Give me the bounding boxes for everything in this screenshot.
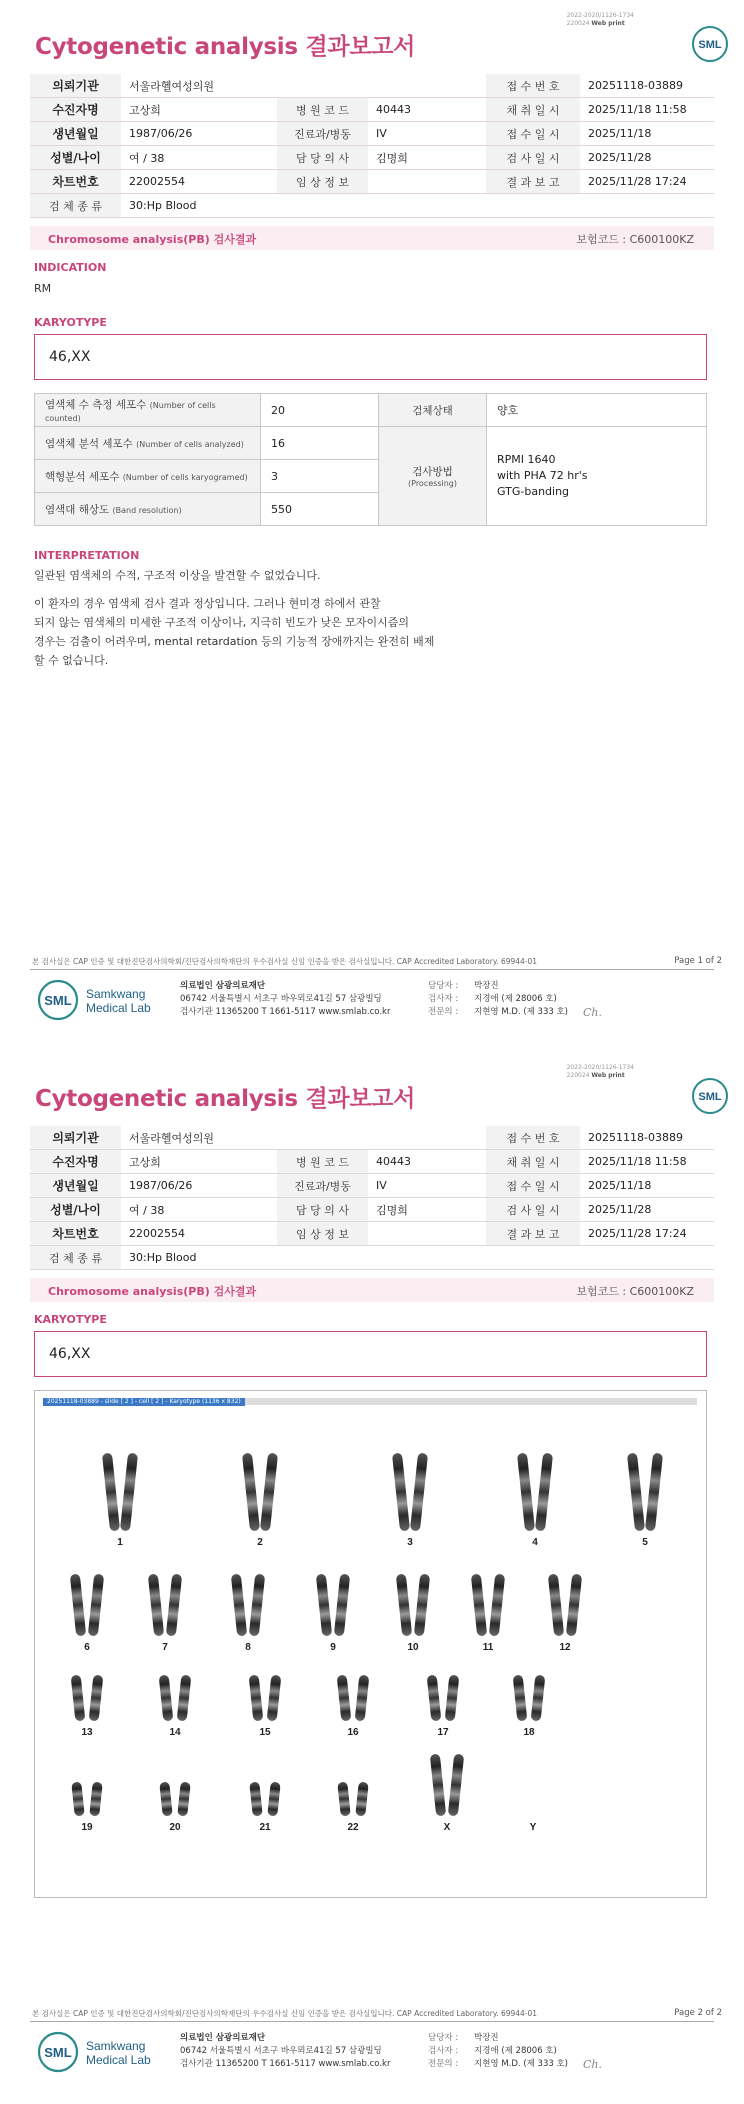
chromosome-pair-12 bbox=[548, 1574, 582, 1653]
chromosome-18-b bbox=[531, 1675, 546, 1722]
chromosome-3-a bbox=[392, 1453, 410, 1532]
lab-staff: 담당자 : 박장진 검사자 : 지경애 (제 28006 호) 전문의 : 지현영 M.D. (제 333 호) bbox=[428, 981, 569, 1017]
sml-logo-icon bbox=[691, 25, 729, 63]
accreditation-note: 본 검사실은 CAP 인증 및 대한진단검사의학회/진단검사의학재단의 우수검사실 신임 인증을 받은 검사실입니다. CAP Accredited Laboratory. 69944-01 bbox=[32, 957, 538, 966]
chromosome-6-a bbox=[70, 1574, 86, 1637]
chromosome-9-b bbox=[334, 1574, 350, 1637]
chromosome-pair-16 bbox=[337, 1675, 370, 1738]
chromosome-label-22: 22 bbox=[347, 1822, 359, 1833]
chromosome-9-a bbox=[316, 1574, 332, 1637]
chromosome-18-a bbox=[513, 1675, 528, 1722]
print-stamp: 2022-2020/1126-1734 220024 Web print bbox=[566, 1064, 634, 1079]
chromosome-label-15: 15 bbox=[259, 1727, 271, 1738]
chromosome-pair-20 bbox=[159, 1782, 190, 1833]
result-section-header: Chromosome analysis(PB) 검사결과 보험코드 : C600100KZ bbox=[30, 226, 714, 250]
chromosome-label-2: 2 bbox=[257, 1537, 263, 1548]
chromosome-20-a bbox=[159, 1782, 172, 1817]
lab-address: 의료법인 삼광의료재단 06742 서울특별시 서초구 바우뫼로41길 57 삼광빌딩 검사기관 11365200 T 1661-5117 www.smlab.co.kr bbox=[180, 2033, 391, 2069]
chromosome-8-a bbox=[231, 1574, 247, 1637]
chromosome-11-b bbox=[489, 1574, 505, 1637]
svg-text:SML: SML bbox=[44, 993, 72, 1008]
chromosome-19-a bbox=[71, 1782, 84, 1817]
karyogram-caption: 20251118-03889 - slide [ 2 ] - cell [ 2 ] - Karyotype (1136 x 832) bbox=[43, 1398, 245, 1406]
chromosome-label-20: 20 bbox=[169, 1822, 181, 1833]
chromosome-12-a bbox=[548, 1574, 564, 1637]
indication-value: RM bbox=[34, 282, 52, 295]
chromosome-pair-21 bbox=[249, 1782, 280, 1833]
chromosome-label-14: 14 bbox=[169, 1727, 181, 1738]
indication-heading: INDICATION bbox=[34, 261, 107, 274]
chromosome-label-Y: Y bbox=[529, 1822, 537, 1833]
chromosome-2-a bbox=[242, 1453, 260, 1532]
report-title: Cytogenetic analysis 결과보고서 bbox=[35, 1086, 416, 1112]
lab-address: 의료법인 삼광의료재단 06742 서울특별시 서초구 바우뫼로41길 57 삼광빌딩 검사기관 11365200 T 1661-5117 www.smlab.co.kr bbox=[180, 981, 391, 1017]
chromosome-pair-19 bbox=[71, 1782, 102, 1833]
chromosome-pair-10 bbox=[396, 1574, 430, 1653]
chromosome-12-b bbox=[566, 1574, 582, 1637]
chromosome-16-b bbox=[355, 1675, 370, 1722]
chromosome-pair-X bbox=[430, 1754, 464, 1833]
chromosome-4-a bbox=[517, 1453, 535, 1532]
svg-text:SML: SML bbox=[44, 2045, 72, 2060]
page-number: Page 2 of 2 bbox=[674, 2008, 722, 2018]
accreditation-note: 본 검사실은 CAP 인증 및 대한진단검사의학회/진단검사의학재단의 우수검사실 신임 인증을 받은 검사실입니다. CAP Accredited Laboratory. 69944-01 bbox=[32, 2009, 538, 2018]
chromosome-11-a bbox=[471, 1574, 487, 1637]
svg-text:Medical Lab: Medical Lab bbox=[86, 2053, 151, 2067]
chromosome-1-b bbox=[120, 1453, 138, 1532]
samkwang-logo-icon bbox=[36, 977, 184, 1023]
chromosome-label-10: 10 bbox=[407, 1642, 419, 1653]
chromosome-label-16: 16 bbox=[347, 1727, 359, 1738]
chromosome-label-8: 8 bbox=[245, 1642, 251, 1653]
chromosome-21-a bbox=[249, 1782, 262, 1817]
chromosome-label-13: 13 bbox=[81, 1727, 93, 1738]
chromosome-label-6: 6 bbox=[84, 1642, 90, 1653]
chromosome-4-b bbox=[535, 1453, 553, 1532]
karyogram-drawing bbox=[35, 1391, 706, 1897]
chromosome-X-a bbox=[430, 1754, 446, 1817]
sml-logo-icon bbox=[691, 1077, 729, 1115]
chromosome-pair-8 bbox=[231, 1574, 265, 1653]
chromosome-20-b bbox=[177, 1782, 190, 1817]
chromosome-pair-2 bbox=[242, 1453, 278, 1548]
chromosome-5-a bbox=[627, 1453, 645, 1532]
karyogram-image bbox=[34, 1390, 707, 1898]
chromosome-label-19: 19 bbox=[81, 1822, 93, 1833]
patient-info-table: 의뢰기관 서울라헬여성의원 접 수 번 호 20251118-03889 수진자명 고상희 병 원 코 드 40443 채 취 일 시 2025/11/18 11:58 생년월일 1987/06/26 진료과/병동 IV 접 수 일 시 2025/11/18 성별/나이 여 / 38 담 당 의 사 김명희 검 사 일 시 2025/11/28 차트번호 22002554 임 상 정 보 결 과 보 고 2025/11/28 17:24 검 체 종 류 30:Hp Blood bbox=[30, 1126, 714, 1270]
chromosome-13-b bbox=[89, 1675, 104, 1722]
chromosome-label-7: 7 bbox=[162, 1642, 168, 1653]
karyotype-heading: KARYOTYPE bbox=[34, 1313, 107, 1326]
svg-text:Medical Lab: Medical Lab bbox=[86, 1001, 151, 1015]
chromosome-X-b bbox=[448, 1754, 464, 1817]
karyotype-result-box: 46,XX bbox=[34, 1331, 707, 1377]
page-number: Page 1 of 2 bbox=[674, 956, 722, 966]
chromosome-21-b bbox=[267, 1782, 280, 1817]
interpretation-text: 일관된 염색체의 수적, 구조적 이상을 발견할 수 없었습니다. 이 환자의 경우 염색체 검사 결과 정상입니다. 그러나 현미경 하에서 관찰 되지 않는 염색체의 미세한 구조적 이상이나, 지극히 빈도가 낮은 모자이시즘의 경우는 검출이 어려우며, mental retardation 등의 기능적 장애까지는 완전히 배제 할 수 없습니다. bbox=[34, 569, 435, 667]
chromosome-22-b bbox=[355, 1782, 368, 1817]
chromosome-7-b bbox=[166, 1574, 182, 1637]
interpretation-heading: INTERPRETATION bbox=[34, 549, 140, 562]
svg-text:SML: SML bbox=[698, 39, 722, 51]
result-section-header: Chromosome analysis(PB) 검사결과 보험코드 : C600100KZ bbox=[30, 1278, 714, 1302]
report-title: Cytogenetic analysis 결과보고서 bbox=[35, 34, 416, 60]
chromosome-10-a bbox=[396, 1574, 412, 1637]
chromosome-22-a bbox=[337, 1782, 350, 1817]
chromosome-label-17: 17 bbox=[437, 1727, 449, 1738]
chromosome-17-b bbox=[445, 1675, 460, 1722]
chromosome-17-a bbox=[427, 1675, 442, 1722]
chromosome-15-a bbox=[249, 1675, 264, 1722]
chromosome-label-5: 5 bbox=[642, 1537, 648, 1548]
cell-count-table: 염색체 수 측정 세포수 (Number of cells counted) 20 검체상태 양호 염색체 분석 세포수 (Number of cells analyzed) 16 검사방법 (Processing) RPMI 1640 with PHA 72 hr's GTG-banding 핵형분석 세포수 (Number of cells karyogramed) 3 염색대 해상도 (Band resolution) 550 bbox=[34, 393, 707, 526]
chromosome-3-b bbox=[410, 1453, 428, 1532]
print-stamp: 2022-2020/1126-1734 220024 Web print bbox=[566, 12, 634, 27]
chromosome-pair-7 bbox=[148, 1574, 182, 1653]
chromosome-label-21: 21 bbox=[259, 1822, 271, 1833]
chromosome-14-a bbox=[159, 1675, 174, 1722]
svg-text:Samkwang: Samkwang bbox=[86, 2039, 146, 2053]
svg-text:SML: SML bbox=[698, 1091, 722, 1103]
chromosome-pair-4 bbox=[517, 1453, 553, 1548]
chromosome-8-b bbox=[249, 1574, 265, 1637]
chromosome-pair-11 bbox=[471, 1574, 505, 1653]
patient-info-table: 의뢰기관 서울라헬여성의원 접 수 번 호 20251118-03889 수진자명 고상희 병 원 코 드 40443 채 취 일 시 2025/11/18 11:58 생년월일 1987/06/26 진료과/병동 IV 접 수 일 시 2025/11/18 성별/나이 여 / 38 담 당 의 사 김명희 검 사 일 시 2025/11/28 차트번호 22002554 임 상 정 보 결 과 보 고 2025/11/28 17:24 검 체 종 류 30:Hp Blood bbox=[30, 74, 714, 218]
chromosome-pair-22 bbox=[337, 1782, 368, 1833]
chromosome-6-b bbox=[88, 1574, 104, 1637]
chromosome-1-a bbox=[102, 1453, 120, 1532]
chromosome-pair-9 bbox=[316, 1574, 350, 1653]
chromosome-19-b bbox=[89, 1782, 102, 1817]
chromosome-10-b bbox=[414, 1574, 430, 1637]
chromosome-14-b bbox=[177, 1675, 192, 1722]
chromosome-16-a bbox=[337, 1675, 352, 1722]
signature: Ch. bbox=[583, 2058, 602, 2071]
chromosome-13-a bbox=[71, 1675, 86, 1722]
chromosome-2-b bbox=[260, 1453, 278, 1532]
chromosome-5-b bbox=[645, 1453, 663, 1532]
chromosome-label-X: X bbox=[443, 1822, 451, 1833]
karyotype-heading: KARYOTYPE bbox=[34, 316, 107, 329]
chromosome-label-9: 9 bbox=[330, 1642, 336, 1653]
chromosome-label-18: 18 bbox=[523, 1727, 535, 1738]
chromosome-pair-13 bbox=[71, 1675, 104, 1738]
chromosome-7-a bbox=[148, 1574, 164, 1637]
chromosome-pair-6 bbox=[70, 1574, 104, 1653]
chromosome-pair-1 bbox=[102, 1453, 138, 1548]
chromosome-pair-17 bbox=[427, 1675, 460, 1738]
chromosome-label-4: 4 bbox=[532, 1537, 538, 1548]
chromosome-label-11: 11 bbox=[482, 1642, 494, 1653]
chromosome-pair-18 bbox=[513, 1675, 546, 1738]
svg-text:Samkwang: Samkwang bbox=[86, 987, 146, 1001]
karyotype-result-box: 46,XX bbox=[34, 334, 707, 380]
chromosome-label-12: 12 bbox=[559, 1642, 571, 1653]
chromosome-pair-15 bbox=[249, 1675, 282, 1738]
samkwang-logo-icon bbox=[36, 2029, 184, 2075]
chromosome-pair-5 bbox=[627, 1453, 663, 1548]
chromosome-pair-3 bbox=[392, 1453, 428, 1548]
chromosome-pair-Y bbox=[530, 1822, 537, 1833]
chromosome-pair-14 bbox=[159, 1675, 192, 1738]
chromosome-15-b bbox=[267, 1675, 282, 1722]
signature: Ch. bbox=[583, 1006, 602, 1019]
chromosome-label-1: 1 bbox=[117, 1537, 123, 1548]
lab-staff: 담당자 : 박장진 검사자 : 지경애 (제 28006 호) 전문의 : 지현영 M.D. (제 333 호) bbox=[428, 2033, 569, 2069]
chromosome-label-3: 3 bbox=[407, 1537, 413, 1548]
